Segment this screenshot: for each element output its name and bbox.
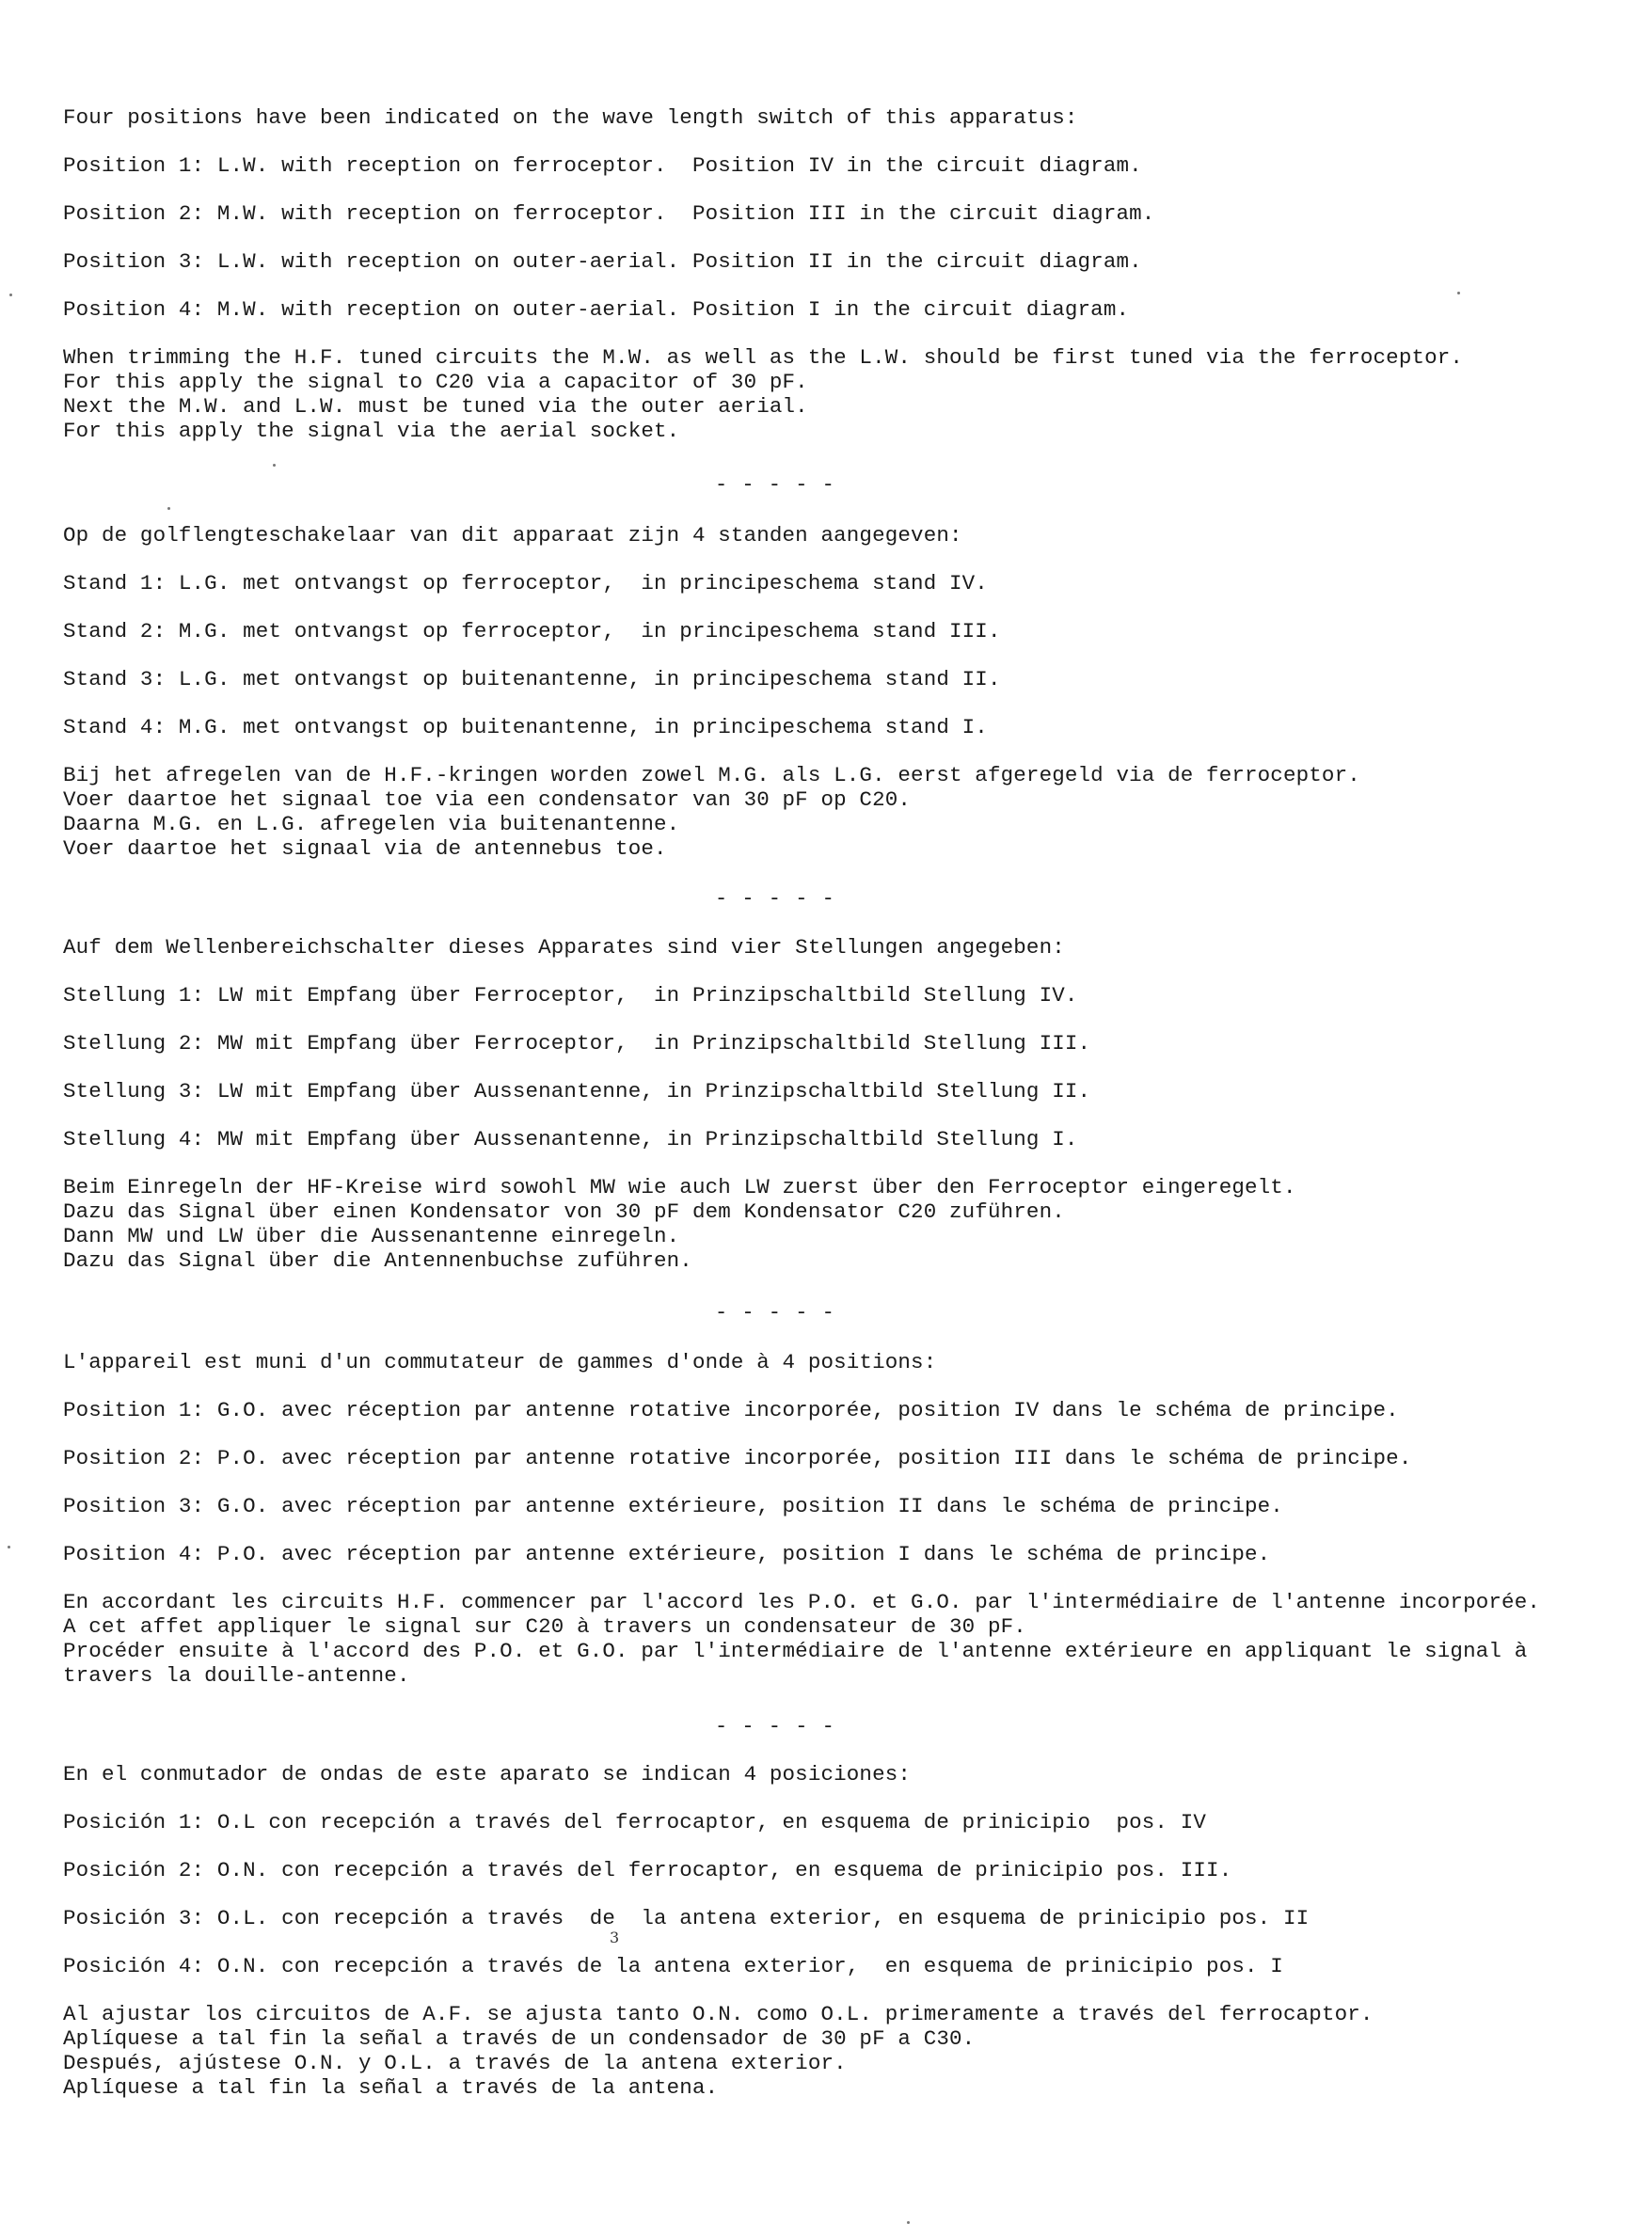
position-line: Position 2: P.O. avec réception par antenne rotative incorporée, position III dans le schéma de principe. bbox=[63, 1446, 1412, 1470]
position-line: Stellung 4: MW mit Empfang über Aussenantenne, in Prinzipschaltbild Stellung I. bbox=[63, 1127, 1078, 1151]
scan-speck bbox=[273, 464, 276, 467]
position-line: Stand 1: L.G. met ontvangst op ferroceptor, in principeschema stand IV. bbox=[63, 571, 988, 595]
note-line: Dazu das Signal über die Antennenbuchse zuführen. bbox=[63, 1248, 692, 1273]
position-line: Posición 3: O.L. con recepción a través de la antena exterior, en esquema de prinicipio pos. II bbox=[63, 1906, 1310, 1930]
scan-speck bbox=[9, 294, 12, 296]
page-mark: 3 bbox=[610, 1929, 620, 1946]
position-line: Position 4: M.W. with reception on outer-aerial. Position I in the circuit diagram. bbox=[63, 297, 1130, 322]
position-line: Stellung 2: MW mit Empfang über Ferroceptor, in Prinzipschaltbild Stellung III. bbox=[63, 1031, 1091, 1056]
position-line: Position 3: G.O. avec réception par antenne extérieure, position II dans le schéma de principe. bbox=[63, 1494, 1283, 1518]
position-line: Posición 2: O.N. con recepción a través del ferrocaptor, en esquema de prinicipio pos. III. bbox=[63, 1858, 1232, 1882]
note-line: Beim Einregeln der HF-Kreise wird sowohl MW wie auch LW zuerst über den Ferroceptor eingeregelt. bbox=[63, 1175, 1296, 1199]
note-line: travers la douille-antenne. bbox=[63, 1663, 410, 1688]
note-line: Daarna M.G. en L.G. afregelen via buitenantenne. bbox=[63, 812, 680, 836]
section-intro: Op de golflengteschakelaar van dit apparaat zijn 4 standen aangegeven: bbox=[63, 523, 962, 548]
scan-speck bbox=[907, 2221, 910, 2224]
note-line: Al ajustar los circuitos de A.F. se ajusta tanto O.N. como O.L. primeramente a través del ferrocaptor. bbox=[63, 2002, 1374, 2026]
note-line: Procéder ensuite à l'accord des P.O. et G.O. par l'intermédiaire de l'antenne extérieure en appliquant le signal à bbox=[63, 1639, 1528, 1663]
position-line: Stand 3: L.G. met ontvangst op buitenantenne, in principeschema stand II. bbox=[63, 667, 1001, 691]
section-dutch bbox=[63, 523, 1615, 861]
note-line: Next the M.W. and L.W. must be tuned via the outer aerial. bbox=[63, 394, 808, 419]
position-line: Stellung 1: LW mit Empfang über Ferroceptor, in Prinzipschaltbild Stellung IV. bbox=[63, 983, 1078, 1008]
section-intro: En el conmutador de ondas de este aparato se indican 4 posiciones: bbox=[63, 1762, 912, 1786]
position-line: Stellung 3: LW mit Empfang über Aussenantenne, in Prinzipschaltbild Stellung II. bbox=[63, 1079, 1091, 1104]
section-german bbox=[63, 935, 1615, 1273]
section-intro: L'appareil est muni d'un commutateur de gammes d'onde à 4 positions: bbox=[63, 1350, 937, 1374]
note-line: Bij het afregelen van de H.F.-kringen worden zowel M.G. als L.G. eerst afgeregeld via de ferroceptor. bbox=[63, 763, 1360, 787]
position-line: Posición 4: O.N. con recepción a través de la antena exterior, en esquema de prinicipio pos. I bbox=[63, 1954, 1283, 1978]
note-line: For this apply the signal to C20 via a capacitor of 30 pF. bbox=[63, 370, 808, 394]
note-line: Voer daartoe het signaal via de antennebus toe. bbox=[63, 836, 667, 861]
note-line: Aplíquese a tal fin la señal a través de la antena. bbox=[63, 2075, 719, 2100]
position-line: Posición 1: O.L con recepción a través del ferrocaptor, en esquema de prinicipio pos. IV bbox=[63, 1810, 1207, 1834]
position-line: Stand 2: M.G. met ontvangst op ferroceptor, in principeschema stand III. bbox=[63, 619, 1001, 643]
note-line: For this apply the signal via the aerial socket. bbox=[63, 419, 680, 443]
section-divider: - - - - - bbox=[715, 887, 835, 911]
section-divider: - - - - - bbox=[715, 1301, 835, 1325]
note-line: Aplíquese a tal fin la señal a través de un condensador de 30 pF a C30. bbox=[63, 2026, 976, 2051]
section-divider: - - - - - bbox=[715, 1715, 835, 1739]
scan-speck bbox=[8, 1546, 10, 1548]
position-line: Position 4: P.O. avec réception par antenne extérieure, position I dans le schéma de principe. bbox=[63, 1542, 1271, 1566]
position-line: Position 1: L.W. with reception on ferroceptor. Position IV in the circuit diagram. bbox=[63, 153, 1142, 178]
position-line: Position 1: G.O. avec réception par antenne rotative incorporée, position IV dans le schéma de principe. bbox=[63, 1398, 1399, 1422]
scan-speck bbox=[1457, 292, 1460, 294]
section-french bbox=[63, 1350, 1615, 1688]
note-line: Después, ajústese O.N. y O.L. a través de la antena exterior. bbox=[63, 2051, 847, 2075]
section-intro: Four positions have been indicated on the wave length switch of this apparatus: bbox=[63, 105, 1078, 130]
note-line: En accordant les circuits H.F. commencer par l'accord les P.O. et G.O. par l'intermédiaire de l'antenne incorporée. bbox=[63, 1590, 1541, 1614]
note-line: When trimming the H.F. tuned circuits the M.W. as well as the L.W. should be first tuned via the ferroceptor. bbox=[63, 345, 1464, 370]
section-divider: - - - - - bbox=[715, 473, 835, 497]
position-line: Position 2: M.W. with reception on ferroceptor. Position III in the circuit diagram. bbox=[63, 201, 1155, 226]
section-intro: Auf dem Wellenbereichschalter dieses Apparates sind vier Stellungen angegeben: bbox=[63, 935, 1065, 960]
note-line: A cet affet appliquer le signal sur C20 à travers un condensateur de 30 pF. bbox=[63, 1614, 1026, 1639]
position-line: Stand 4: M.G. met ontvangst op buitenantenne, in principeschema stand I. bbox=[63, 715, 988, 739]
note-line: Dann MW und LW über die Aussenantenne einregeln. bbox=[63, 1224, 680, 1248]
note-line: Dazu das Signal über einen Kondensator von 30 pF dem Kondensator C20 zuführen. bbox=[63, 1199, 1065, 1224]
scan-speck bbox=[167, 507, 170, 510]
section-english bbox=[63, 105, 1615, 443]
position-line: Position 3: L.W. with reception on outer-aerial. Position II in the circuit diagram. bbox=[63, 249, 1142, 274]
section-spanish bbox=[63, 1762, 1615, 2100]
note-line: Voer daartoe het signaal toe via een condensator van 30 pF op C20. bbox=[63, 787, 912, 812]
